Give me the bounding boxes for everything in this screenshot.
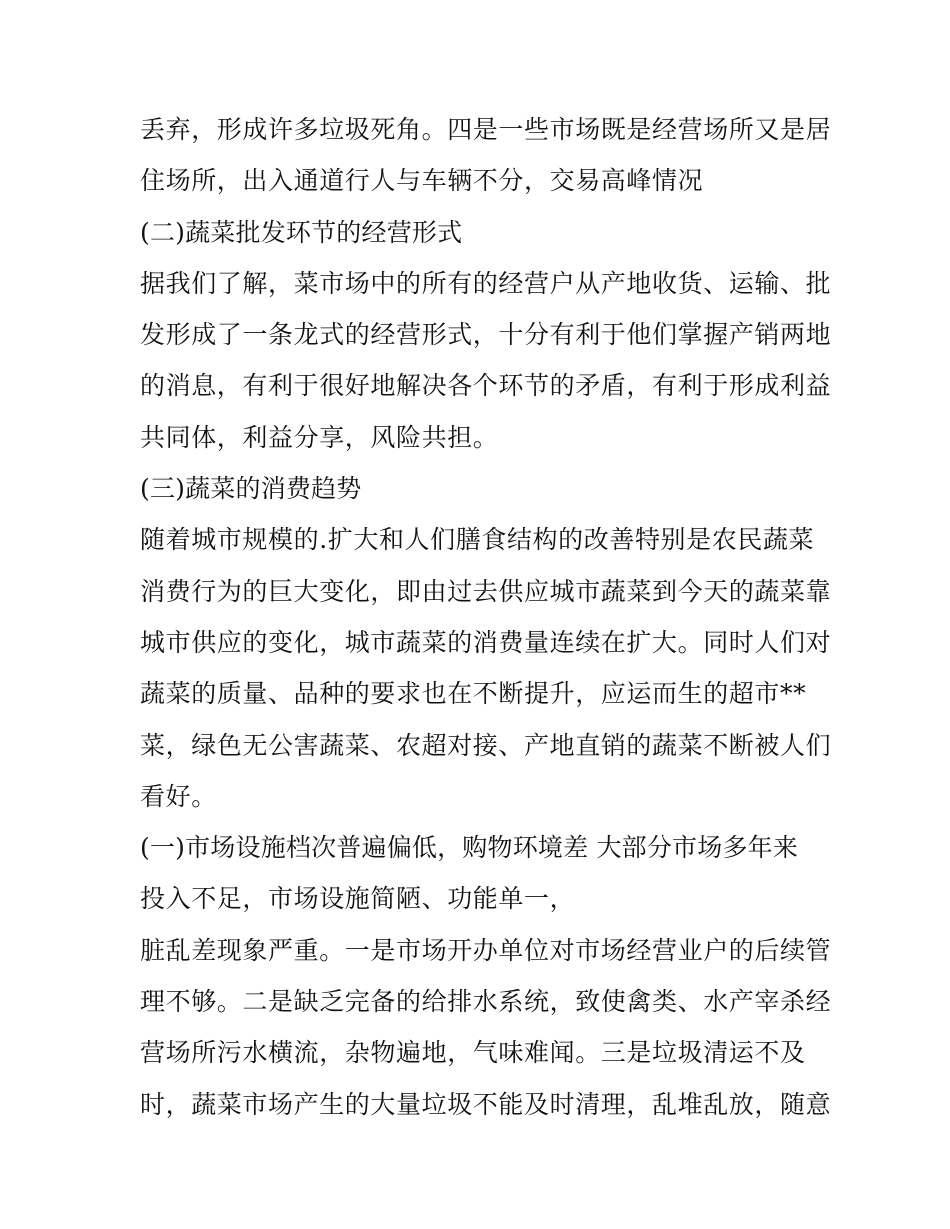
text-line: 营场所污水横流，杂物遍地，气味难闻。三是垃圾清运不及: [140, 1038, 806, 1068]
text-line: 共同体，利益分享，风险共担。: [140, 422, 499, 452]
text-line: 看好。: [140, 781, 217, 811]
section-heading: (一)市场设施档次普遍偏低，购物环境差 大部分市场多年来: [140, 833, 799, 863]
text-line: 城市供应的变化，城市蔬菜的消费量连续在扩大。同时人们对: [140, 627, 832, 657]
text-line: 蔬菜的质量、品种的要求也在不断提升，应运而生的超市**: [140, 679, 807, 709]
text-line: 菜，绿色无公害蔬菜、农超对接、产地直销的蔬菜不断被人们: [140, 730, 832, 760]
text-line: 丢弃，形成许多垃圾死角。四是一些市场既是经营场所又是居: [140, 115, 832, 144]
body-text: [140, 104, 832, 1130]
text-line: 脏乱差现象严重。一是市场开办单位对市场经营业户的后续管: [140, 935, 832, 965]
section-heading: (三)蔬菜的消费趋势: [140, 474, 362, 504]
text-line: 发形成了一条龙式的经营形式，十分有利于他们掌握产销两地: [140, 320, 832, 350]
text-line: 投入不足，市场设施简陋、功能单一，: [140, 884, 576, 914]
text-line: 时，蔬菜市场产生的大量垃圾不能及时清理，乱堆乱放，随意: [140, 1089, 832, 1119]
text-line: 的消息，有利于很好地解决各个环节的矛盾，有利于形成利益: [140, 371, 832, 401]
text-line: 理不够。二是缺乏完备的给排水系统，致使禽类、水产宰杀经: [140, 987, 832, 1017]
text-line: 消费行为的巨大变化，即由过去供应城市蔬菜到今天的蔬菜靠: [140, 576, 832, 606]
text-line: 据我们了解，菜市场中的所有的经营户从产地收货、运输、批: [140, 268, 832, 298]
section-heading: (二)蔬菜批发环节的经营形式: [140, 217, 463, 247]
text-line: 随着城市规模的.扩大和人们膳食结构的改善特别是农民蔬菜: [140, 525, 815, 555]
text-line: 住场所，出入通道行人与车辆不分，交易高峰情况: [140, 166, 704, 196]
